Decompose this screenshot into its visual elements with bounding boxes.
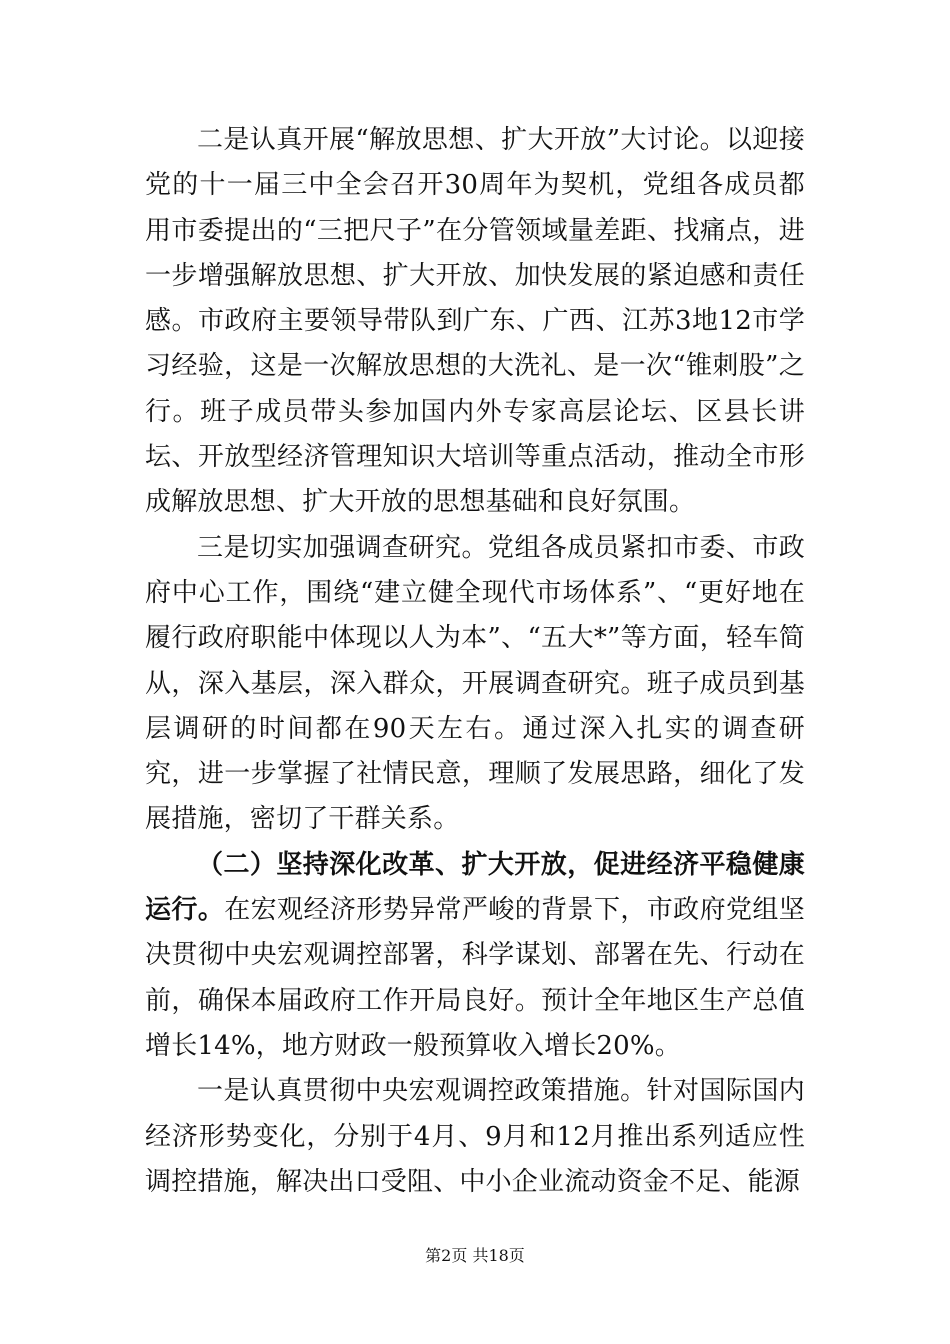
paragraph-2-investigation-discussion (145, 118, 805, 526)
paragraph-text: 二是认真开展“解放思想、扩大开放”大讨论。以迎接党的十一届三中全会召开30周年为契机，党组各成员都用市委提出的“三把尺子”在分管领域量差距、找痛点，进一步增强解放思想、扩大开放、加快发展的紧迫感和责任感。市政府主要领导带队到广东、广西、江苏3地12市学习经验，这是一次解放思想的大洗礼、是一次“锥刺股”之行。班子成员带头参加国内外专家高层论坛、区县长讲坛、开放型经济管理知识大培训等重点活动，推动全市形成解放思想、扩大开放的思想基础和良好氛围。 (145, 125, 805, 518)
paragraph-text: 三是切实加强调查研究。党组各成员紧扣市委、市政府中心工作，围绕“建立健全现代市场体系”、“更好地在履行政府职能中体现以人为本”、“五大*”等方面，轻车简从，深入基层，深入群众，开展调查研究。班子成员到基层调研的时间都在90天左右。通过深入扎实的调查研究，进一步掌握了社情民意，理顺了发展思路，细化了发展措施，密切了干群关系。 (145, 532, 805, 835)
paragraph-3-research (145, 526, 805, 843)
page-number-label: 第2页 共18页 (425, 1246, 525, 1265)
paragraph-text: 一是认真贯彻中央宏观调控政策措施。针对国际国内经济形势变化，分别于4月、9月和12月推出系列适应性调控措施，解决出口受阻、中小企业流动资金不足、能源 (145, 1076, 805, 1197)
document-body (145, 118, 805, 1205)
paragraph-section-2 (145, 843, 805, 1069)
paragraph-text: 在宏观经济形势异常严峻的背景下，市政府党组坚决贯彻中央宏观调控部署，科学谋划、部署在先、行动在前，确保本届政府工作开局良好。预计全年地区生产总值增长14%，地方财政一般预算收入增长20%。 (145, 895, 805, 1061)
paragraph-1-macro-control (145, 1069, 805, 1205)
page-footer (0, 1243, 950, 1266)
section-heading: （二）坚持深化改革、扩大开放，促进经济平稳健康运行。 (145, 849, 805, 926)
